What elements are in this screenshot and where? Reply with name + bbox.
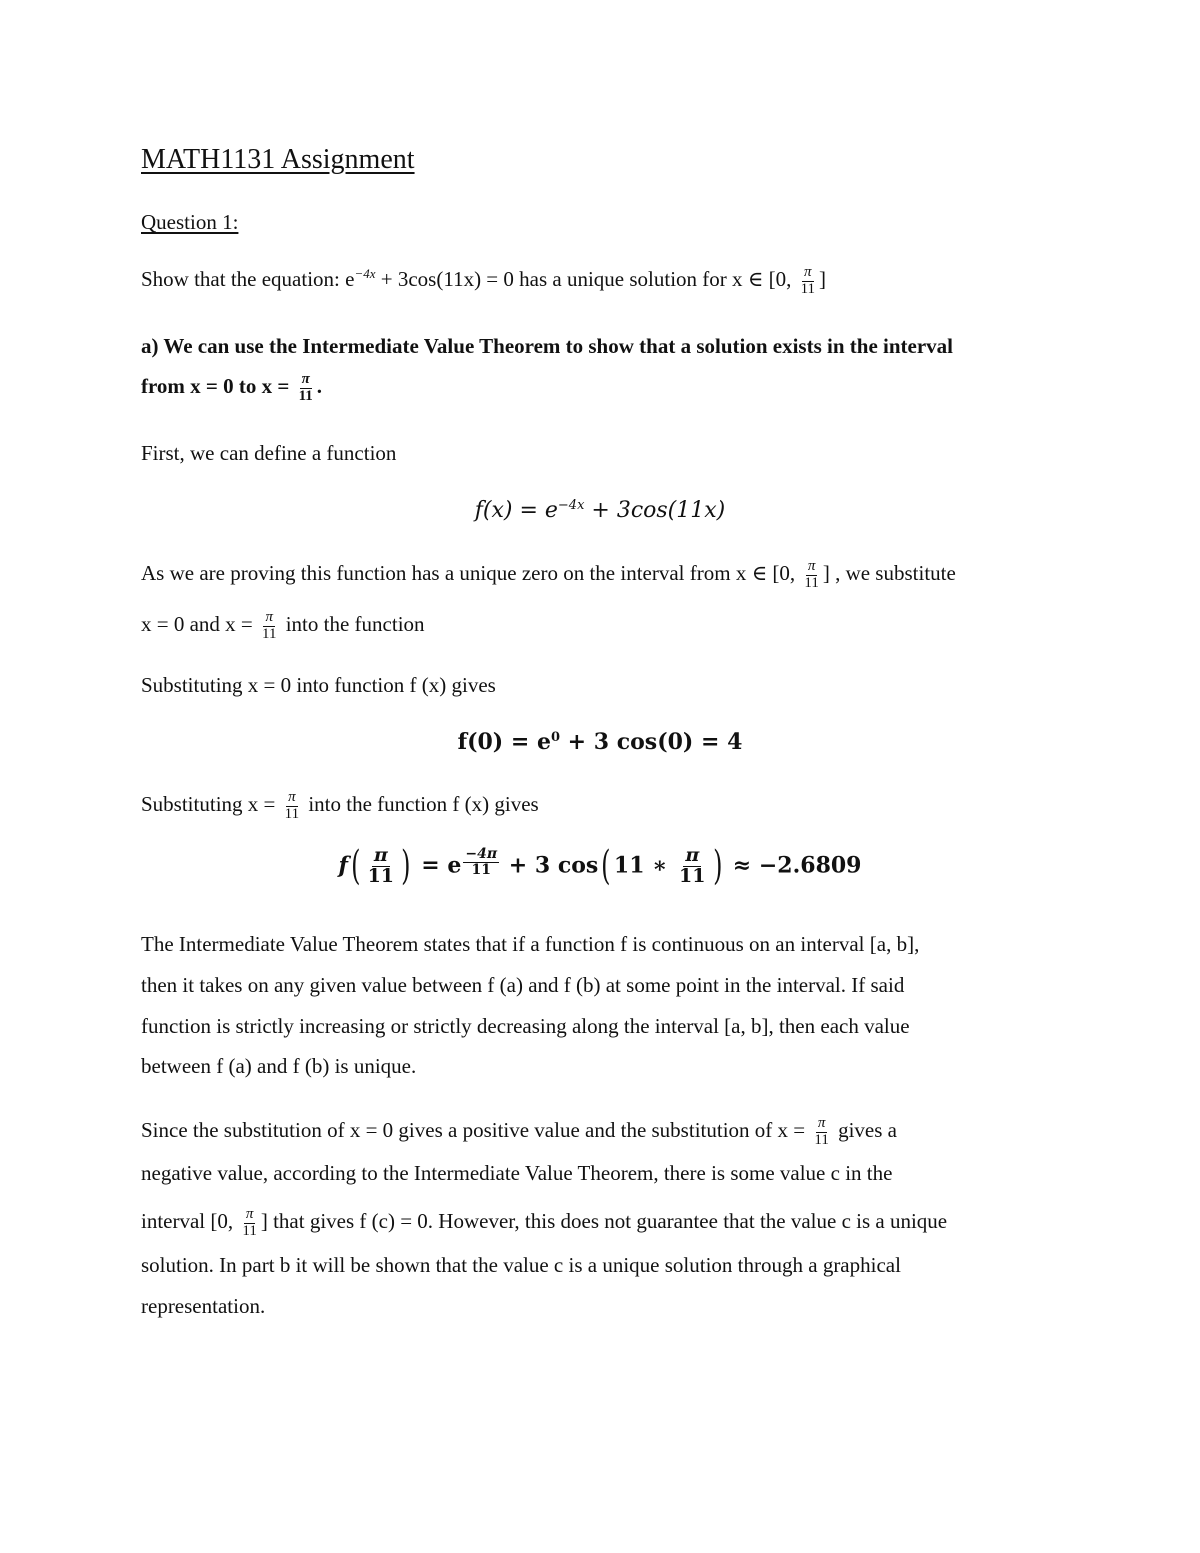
f-zero-lhs: f(0) = e [457, 729, 551, 755]
proving-line2 [141, 610, 425, 643]
ivt-line-1: The Intermediate Value Theorem states that if a function f is continuous on an interval [a, b], [141, 932, 920, 956]
fraction-numerator: π [265, 609, 273, 625]
problem-statement [141, 265, 826, 298]
problem-suffix: ] [819, 267, 827, 292]
f-pi-equation: f( $\frac{\pi}{11}$ ) = e $\frac{-4\pi}{11}$ + 3 cos( 11 ∗ $\frac{\pi}{11}$ ) ≈ −2.6809 [338, 843, 862, 890]
ivt-line-2: then it takes on any given value between f (a) and f (b) at some point in the interval. If said [141, 973, 905, 997]
proving-line1 [141, 559, 956, 592]
fraction-denominator: 11 [800, 280, 816, 297]
f-zero-equation [0, 729, 1200, 755]
proving-line1-prefix: As we are proving this function has a unique zero on the interval from x ∈ [0, [141, 561, 801, 586]
function-lhs: f(x) = e [474, 498, 558, 523]
f-pi-exponent-fraction [463, 847, 499, 877]
conclusion-line-5: representation. [141, 1294, 266, 1318]
fraction-numerator: π [373, 844, 388, 866]
fraction-numerator: π [807, 558, 816, 574]
substitute-pi-suffix: into the function f (x) gives [303, 792, 539, 817]
conclusion-line3-suffix: ] that gives f (c) = 0. However, this does not guarantee that the value c is a unique [260, 1209, 948, 1234]
define-function-text: First, we can define a function [141, 441, 397, 465]
conclusion-line1-prefix: Since the substitution of x = 0 gives a positive value and the substitution of x = [141, 1118, 811, 1143]
fraction-numerator: π [804, 264, 812, 280]
fraction-numerator: −4π [465, 846, 498, 863]
function-rhs: + 3cos(11x) [584, 498, 726, 523]
conclusion-line-1 [141, 1116, 897, 1149]
f-pi-inner: 11 ∗ [613, 852, 676, 879]
part-a-heading-line1: a) We can use the Intermediate Value Theorem to show that a solution exists in the interval [141, 334, 953, 358]
conclusion-fraction-1 [812, 1116, 830, 1149]
fraction-numerator: π [817, 1115, 826, 1131]
f-pi-result: ≈ −2.6809 [725, 852, 862, 879]
fraction-denominator: 11 [471, 862, 491, 879]
f-pi-cos: + 3 cos [501, 852, 599, 879]
conclusion-fraction-2 [240, 1207, 258, 1240]
problem-exponent: −4x [354, 266, 376, 282]
fraction-denominator: 11 [242, 1222, 257, 1239]
f-pi-function: f [338, 852, 348, 879]
function-exponent: −4x [557, 498, 585, 513]
f-zero-exponent: 0 [550, 730, 561, 745]
problem-prefix: Show that the equation: e [141, 267, 355, 292]
fraction-denominator: 11 [298, 387, 313, 404]
conclusion-line3-prefix: interval [0, [141, 1209, 239, 1234]
conclusion-line-3 [141, 1207, 947, 1240]
f-pi-equals-e: = e [413, 852, 462, 879]
problem-middle: + 3cos(11x) = 0 has a unique solution for x ∈ [0, [375, 267, 797, 292]
ivt-line-4: between f (a) and f (b) is unique. [141, 1054, 417, 1078]
part-a-fraction [297, 372, 315, 405]
proving-fraction-1 [802, 559, 820, 592]
question-heading: Question 1: [141, 210, 239, 234]
conclusion-line1-suffix: gives a [832, 1118, 897, 1143]
fraction-numerator: π [288, 789, 296, 805]
f-pi-inner-fraction [677, 846, 707, 887]
fraction-denominator: 11 [284, 805, 300, 822]
conclusion-line-2: negative value, according to the Intermediate Value Theorem, there is some value c in the [141, 1161, 893, 1185]
part-a-line2-prefix: from x = 0 to x = [141, 374, 295, 399]
part-a-line2-suffix: . [316, 374, 323, 399]
fraction-denominator: 11 [679, 864, 706, 887]
fraction-denominator: 11 [814, 1131, 829, 1148]
fraction-denominator: 11 [804, 574, 819, 591]
substitute-zero-text: Substituting x = 0 into function f (x) gives [141, 673, 496, 697]
page-title: MATH1131 Assignment [141, 144, 415, 175]
part-a-heading-line2 [141, 372, 322, 405]
f-zero-rhs: + 3 cos(0) = 4 [560, 729, 743, 755]
proving-line1-suffix: ] , we substitute [822, 561, 956, 586]
fraction-numerator: π [685, 844, 700, 866]
fraction-denominator: 11 [262, 625, 277, 642]
proving-line2-suffix: into the function [280, 612, 425, 637]
proving-fraction-2 [260, 610, 278, 643]
substitute-pi-text [141, 790, 539, 823]
fraction-numerator: π [245, 1206, 254, 1222]
ivt-line-3: function is strictly increasing or strictly decreasing along the interval [a, b], then each value [141, 1014, 910, 1038]
proving-line2-prefix: x = 0 and x = [141, 612, 259, 637]
conclusion-line-4: solution. In part b it will be shown that the value c is a unique solution through a graphical [141, 1253, 901, 1277]
f-pi-argument-fraction [366, 846, 396, 887]
substitute-pi-fraction [283, 790, 301, 823]
substitute-pi-prefix: Substituting x = [141, 792, 281, 817]
fraction-numerator: π [301, 371, 310, 387]
fraction-denominator: 11 [367, 864, 395, 887]
function-definition-equation [0, 498, 1200, 523]
problem-fraction [799, 265, 817, 298]
